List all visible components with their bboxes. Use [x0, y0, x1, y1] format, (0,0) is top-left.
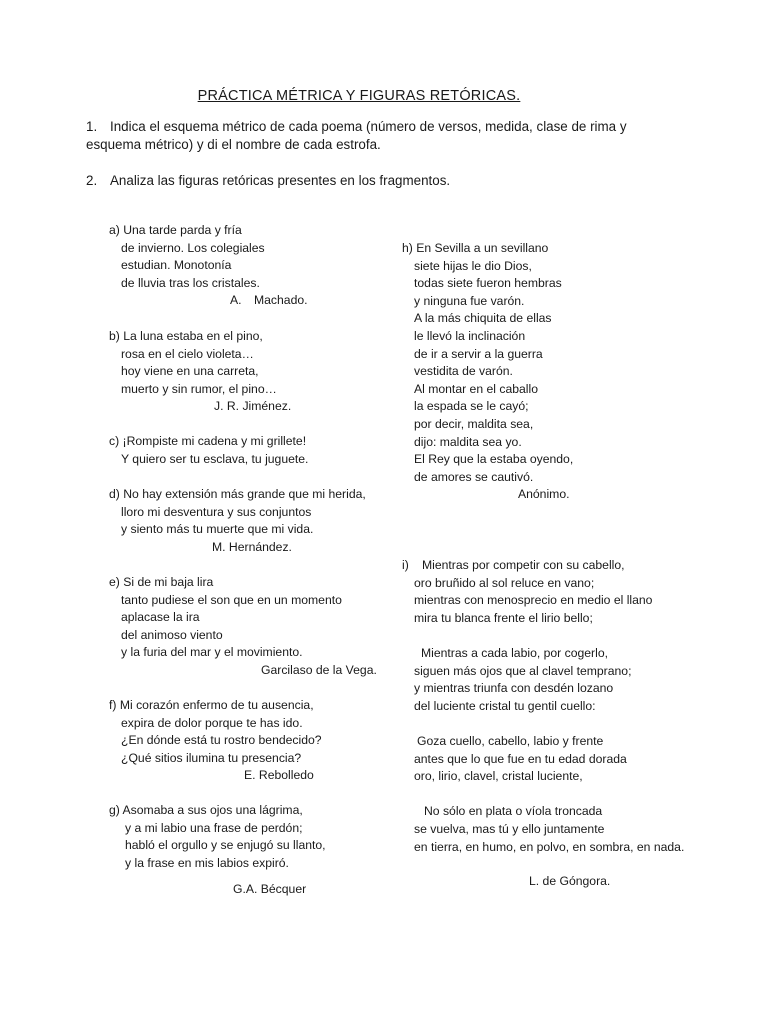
poem-author: Garcilaso de la Vega.	[261, 663, 377, 677]
verse-line: y a mi labio una frase de perdón;	[125, 820, 303, 835]
verse-line: y la furia del mar y el movimiento.	[121, 645, 303, 660]
instruction-number: 2.	[86, 173, 98, 188]
instruction-text: Indica el esquema métrico de cada poema (número de versos, medida, clase de rima y	[110, 119, 627, 134]
verse-line: todas siete fueron hembras	[414, 276, 562, 291]
poem-author: L. de Góngora.	[529, 874, 611, 889]
verse-line: de ir a servir a la guerra	[414, 346, 543, 361]
verse-line: e) Si de mi baja lira	[109, 575, 214, 589]
verse-line: de invierno. Los colegiales	[121, 240, 265, 255]
verse-line: c) ¡Rompiste mi cadena y mi grillete!	[109, 434, 307, 448]
instruction-number: 1.	[86, 119, 98, 134]
verse-line: habló el orgullo y se enjugó su llanto,	[125, 838, 326, 853]
poem-i	[402, 557, 742, 891]
verse-line: y la frase en mis labios expiró.	[125, 855, 289, 870]
verse-line: por decir, maldita sea,	[414, 416, 534, 431]
verse-line: se vuelva, mas tú y ello juntamente	[414, 821, 605, 836]
verse-line: ¿En dónde está tu rostro bendecido?	[121, 733, 322, 748]
instruction-text: esquema métrico) y di el nombre de cada estrofa.	[86, 137, 381, 152]
verse-line: muerto y sin rumor, el pino…	[121, 381, 277, 396]
verse-line: f) Mi corazón enfermo de tu ausencia,	[109, 698, 314, 712]
poem-label: i)	[402, 558, 409, 572]
verse-line: en tierra, en humo, en polvo, en sombra, en nada.	[414, 839, 685, 854]
verse-line: Goza cuello, cabello, labio y frente	[417, 733, 604, 748]
verse-line: dijo: maldita sea yo.	[414, 434, 522, 449]
verse-line: No sólo en plata o víola troncada	[424, 804, 603, 819]
verse-line: oro bruñido al sol reluce en vano;	[414, 575, 595, 590]
poem-e	[109, 574, 439, 662]
verse-line: y mientras triunfa con desdén lozano	[414, 681, 614, 696]
author-list-number: A.	[230, 293, 242, 308]
verse-line: El Rey que la estaba oyendo,	[414, 452, 574, 467]
verse-line: b) La luna estaba en el pino,	[109, 329, 263, 343]
poem-author: M. Hernández.	[212, 539, 292, 554]
verse-line: le llevó la inclinación	[414, 328, 526, 343]
verse-line: ¿Qué sitios ilumina tu presencia?	[121, 750, 302, 765]
verse-line: del luciente cristal tu gentil cuello:	[414, 698, 596, 713]
verse-line: vestidita de varón.	[414, 364, 513, 379]
verse-line: oro, lirio, clavel, cristal luciente,	[414, 769, 583, 784]
poem-g	[109, 802, 439, 899]
verse-line: mira tu blanca frente el lirio bello;	[414, 610, 593, 625]
verse-line: mientras con menosprecio en medio el llano	[414, 593, 653, 608]
verse-line: y ninguna fue varón.	[414, 293, 525, 308]
poem-author: J. R. Jiménez.	[214, 399, 292, 414]
verse-line: y siento más tu muerte que mi vida.	[121, 522, 314, 537]
poem-author	[109, 292, 439, 310]
verse-line: aplacase la ira	[121, 610, 200, 625]
poem-c	[109, 433, 439, 468]
verse-line: la espada se le cayó;	[414, 399, 529, 414]
verse-line: de lluvia tras los cristales.	[121, 275, 260, 290]
instruction-2	[86, 172, 686, 190]
verse-line: Y quiero ser tu esclava, tu juguete.	[121, 451, 309, 466]
poem-author: Anónimo.	[518, 487, 570, 502]
verse-line: del animoso viento	[121, 627, 223, 642]
poem-d	[109, 486, 439, 556]
verse-line: antes que lo que fue en tu edad dorada	[414, 751, 627, 766]
verse-line: estudian. Monotonía	[121, 258, 232, 273]
instruction-1	[86, 118, 686, 154]
verse-line: Mientras a cada labio, por cogerlo,	[421, 645, 608, 660]
page-title: PRÁCTICA MÉTRICA Y FIGURAS RETÓRICAS.	[197, 88, 521, 104]
verse-line: a) Una tarde parda y fría	[109, 223, 242, 237]
verse-line: d) No hay extensión más grande que mi herida,	[109, 487, 366, 501]
author-name: Machado.	[254, 293, 308, 308]
verse-line: A la más chiquita de ellas	[414, 311, 552, 326]
verse-line: siguen más ojos que al clavel temprano;	[414, 663, 632, 678]
verse-line: hoy viene en una carreta,	[121, 364, 259, 379]
poem-author: G.A. Bécquer	[233, 882, 307, 897]
verse-line: g) Asomaba a sus ojos una lágrima,	[109, 803, 303, 817]
verse-line: siete hijas le dio Dios,	[414, 258, 532, 273]
verse-line: rosa en el cielo violeta…	[121, 346, 254, 361]
verse-line: Al montar en el caballo	[414, 381, 538, 396]
verse-line: de amores se cautivó.	[414, 469, 534, 484]
poem-b	[109, 328, 439, 416]
verse-line: tanto pudiese el son que en un momento	[121, 592, 342, 607]
verse-line: h) En Sevilla a un sevillano	[402, 241, 549, 255]
verse-line	[402, 557, 742, 575]
poem-a	[109, 222, 439, 310]
verse-text: Mientras por competir con su cabello,	[422, 558, 625, 572]
instruction-text: Analiza las figuras retóricas presentes en los fragmentos.	[110, 173, 451, 188]
verse-line: expira de dolor porque te has ido.	[121, 715, 303, 730]
poem-f	[109, 697, 439, 785]
poem-author: E. Rebolledo	[244, 768, 314, 783]
poem-h	[402, 240, 732, 504]
verse-line: lloro mi desventura y sus conjuntos	[121, 504, 312, 519]
